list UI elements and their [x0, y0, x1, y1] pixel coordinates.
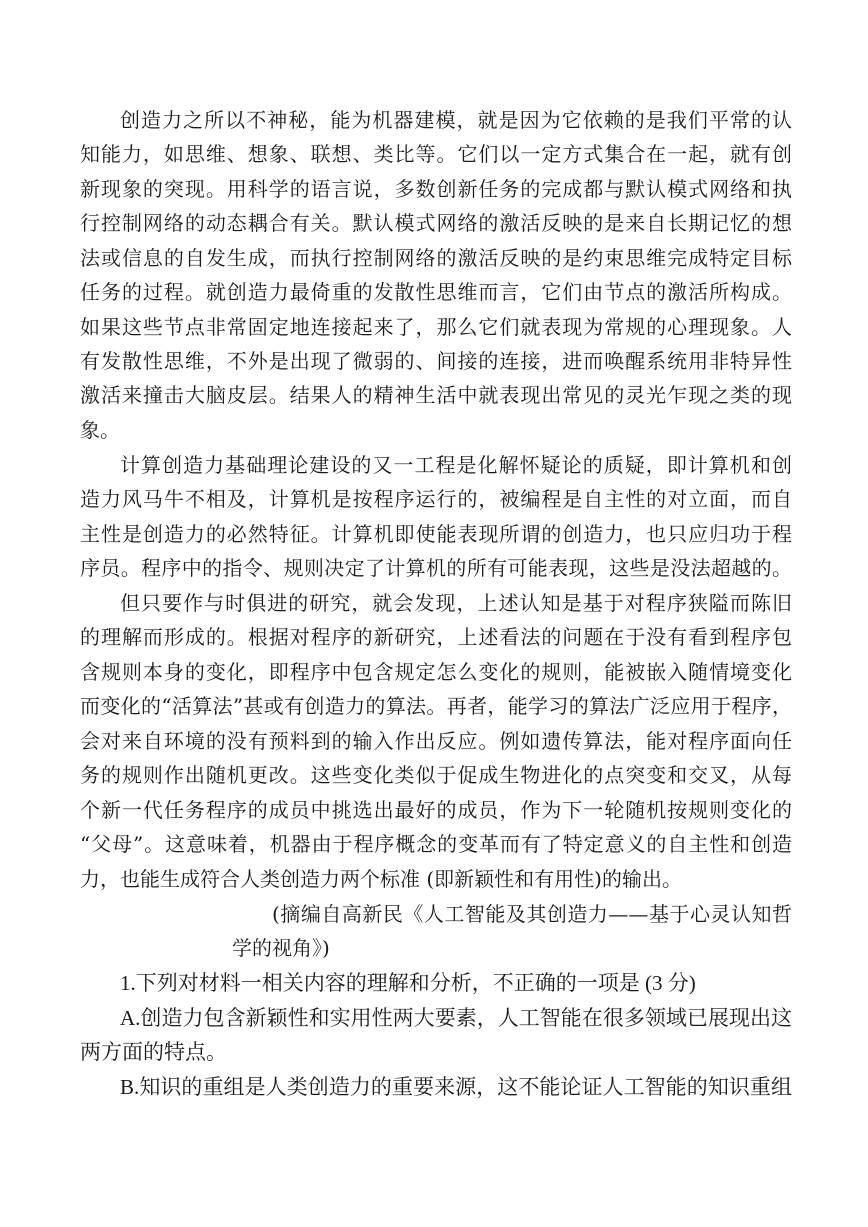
question-1-stem: 1.下列对材料一相关内容的理解和分析，不正确的一项是 (3 分) — [120, 971, 696, 995]
paragraph-1-line-7: 如果这些节点非常固定地连接起来了，那么它们就表现为常规的心理现象。人 — [80, 315, 792, 339]
option-a-line-1: A.创造力包含新颖性和实用性两大要素，人工智能在很多领域已展现出这 — [120, 1006, 792, 1030]
option-a-line-2: 两方面的特点。 — [80, 1040, 227, 1064]
paragraph-3-line-2: 的理解而形成的。根据对程序的新研究，上述看法的问题在于没有看到程序包 — [80, 625, 792, 649]
paragraph-1-line-8: 有发散性思维，不外是出现了微弱的、间接的连接，进而唤醒系统用非特异性 — [80, 349, 792, 373]
paragraph-2-line-1: 计算创造力基础理论建设的又一工程是化解怀疑论的质疑，即计算机和创 — [120, 453, 792, 477]
paragraph-1-line-6: 任务的过程。就创造力最倚重的发散性思维而言，它们由节点的激活所构成。 — [80, 280, 792, 304]
paragraph-3-line-9: 力，也能生成符合人类创造力两个标准 (即新颖性和有用性)的输出。 — [80, 867, 682, 891]
paragraph-1-line-10: 象。 — [80, 418, 120, 442]
source-citation-line-1: (摘编自高新民《人工智能及其创造力——基于心灵认知哲 — [272, 902, 792, 926]
paragraph-1-line-1: 创造力之所以不神秘，能为机器建模，就是因为它依赖的是我们平常的认 — [120, 108, 792, 132]
paragraph-1-line-5: 法或信息的自发生成，而执行控制网络的激活反映的是约束思维完成特定目标 — [80, 246, 792, 270]
paragraph-1-line-2: 知能力，如思维、想象、联想、类比等。它们以一定方式集合在一起，就有创 — [80, 142, 792, 166]
paragraph-3-line-4: 而变化的“活算法”甚或有创造力的算法。再者，能学习的算法广泛应用于程序， — [80, 694, 792, 718]
paragraph-3-line-7: 个新一代任务程序的成员中挑选出最好的成员，作为下一轮随机按规则变化的 — [80, 798, 792, 822]
paragraph-3-line-5: 会对来自环境的没有预料到的输入作出反应。例如遗传算法，能对程序面向任 — [80, 729, 792, 753]
paragraph-3-line-1: 但只要作与时俱进的研究，就会发现，上述认知是基于对程序狭隘而陈旧 — [120, 591, 792, 615]
paragraph-1-line-4: 行控制网络的动态耦合有关。默认模式网络的激活反映的是来自长期记忆的想 — [80, 211, 792, 235]
paragraph-3-line-8: “父母”。这意味着，机器由于程序概念的变革而有了特定意义的自主性和创造 — [80, 832, 792, 856]
source-citation-line-2: 学的视角》) — [232, 936, 330, 960]
paragraph-2-line-2: 造力风马牛不相及，计算机是按程序运行的，被编程是自主性的对立面，而自 — [80, 487, 792, 511]
paragraph-1-line-3: 新现象的突现。用科学的语言说，多数创新任务的完成都与默认模式网络和执 — [80, 177, 792, 201]
paragraph-3-line-3: 含规则本身的变化，即程序中包含规定怎么变化的规则，能被嵌入随情境变化 — [80, 660, 792, 684]
paragraph-1-line-9: 激活来撞击大脑皮层。结果人的精神生活中就表现出常见的灵光乍现之类的现 — [80, 383, 792, 407]
paragraph-3-line-6: 务的规则作出随机更改。这些变化类似于促成生物进化的点突变和交叉，从每 — [80, 763, 792, 787]
paragraph-2-line-3: 主性是创造力的必然特征。计算机即使能表现所谓的创造力，也只应归功于程 — [80, 522, 792, 546]
paragraph-2-line-4: 序员。程序中的指令、规则决定了计算机的所有可能表现，这些是没法超越的。 — [80, 556, 792, 580]
option-b-line-1: B.知识的重组是人类创造力的重要来源，这不能论证人工智能的知识重组 — [120, 1075, 792, 1099]
